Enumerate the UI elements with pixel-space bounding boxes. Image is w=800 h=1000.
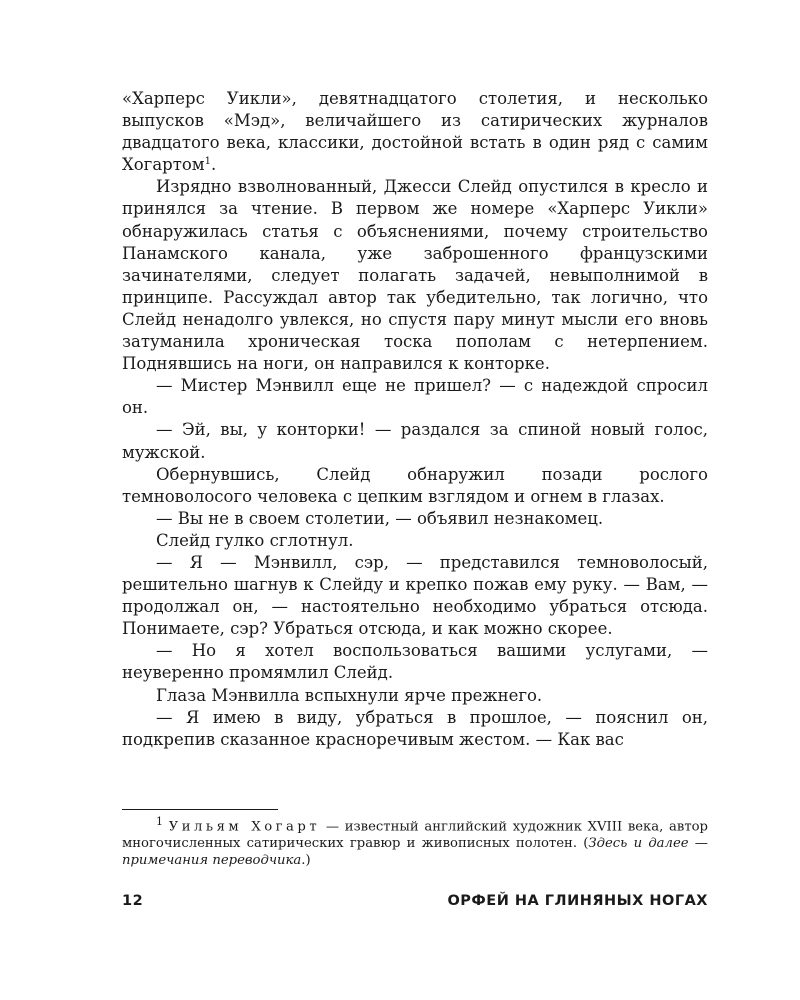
footnote-ref[interactable]: 1 (204, 156, 211, 168)
paragraph-8: — Я — Мэнвилл, сэр, — представился темноволосый, решительно шагнув к Слейду и крепко пожав ему руку. — Вам, — продолжал он, — настоятельно необходимо убраться отсюда. Понимаете, сэр? Убраться отсюда, и как можно скорее. (122, 552, 708, 639)
footnote-name: Уильям Хогарт (168, 819, 321, 835)
footnote-close: ) (305, 853, 311, 869)
paragraph-6: — Вы не в своем столетии, — объявил незнакомец. (156, 508, 604, 528)
footnote-divider (122, 809, 278, 810)
paragraph-2: Изрядно взволнованный, Джесси Слейд опустился в кресло и принялся за чтение. В первом же номере «Харперс Уикли» обнаружилась статья с объяснениями, почему строительство Панамского канала, уже заброшенного французскими зачинателями, следует полагать задачей, невыполнимой в принципе. Рассуждал автор так убедительно, так логично, что Слейд ненадолго увлекся, но спустя пару минут мысли его вновь затуманила хроническая тоска пополам с нетерпением. Поднявшись на ноги, он направился к конторке. (122, 177, 708, 374)
paragraph-4: — Эй, вы, у конторки! — раздался за спиной новый голос, мужской. (122, 420, 708, 462)
paragraph-3: — Мистер Мэнвилл еще не пришел? — с надеждой спросил он. (122, 376, 708, 418)
footnote (122, 813, 708, 869)
paragraph-5: Обернувшись, Слейд обнаружил позади рослого темноволосого человека с цепким взглядом и огнем в глазах. (122, 464, 708, 506)
paragraph-7: Слейд гулко сглотнул. (156, 530, 354, 550)
paragraph-10: Глаза Мэнвилла вспыхнули ярче прежнего. (156, 685, 543, 705)
body-text (122, 88, 708, 751)
footnote-marker: 1 (156, 815, 163, 828)
running-title: ОРФЕЙ НА ГЛИНЯНЫХ НОГАХ (447, 893, 708, 909)
paragraph-1-end: . (211, 155, 217, 175)
paragraph-1 (122, 88, 708, 176)
footnote-text (122, 813, 708, 869)
paragraph-1-text: «Харперс Уикли», девятнадцатого столетия, и несколько выпусков «Мэд», величайшего из сатирических журналов двадцатого века, классики, достойной встать в один ряд с самим Хогартом (122, 89, 708, 175)
paragraph-11: — Я имею в виду, убраться в прошлое, — пояснил он, подкрепив сказанное красноречивым жестом. — Как вас (122, 707, 708, 749)
footnote-body: — известный английский художник XVIII века, автор многочисленных сатирических гравюр и живописных полотен. ( (122, 819, 708, 852)
paragraph-9: — Но я хотел воспользоваться вашими услугами, — неуверенно промямлил Слейд. (122, 641, 708, 683)
page-number: 12 (122, 893, 144, 909)
footnote-translator-note: Здесь и далее — примечания переводчика. (122, 836, 708, 869)
